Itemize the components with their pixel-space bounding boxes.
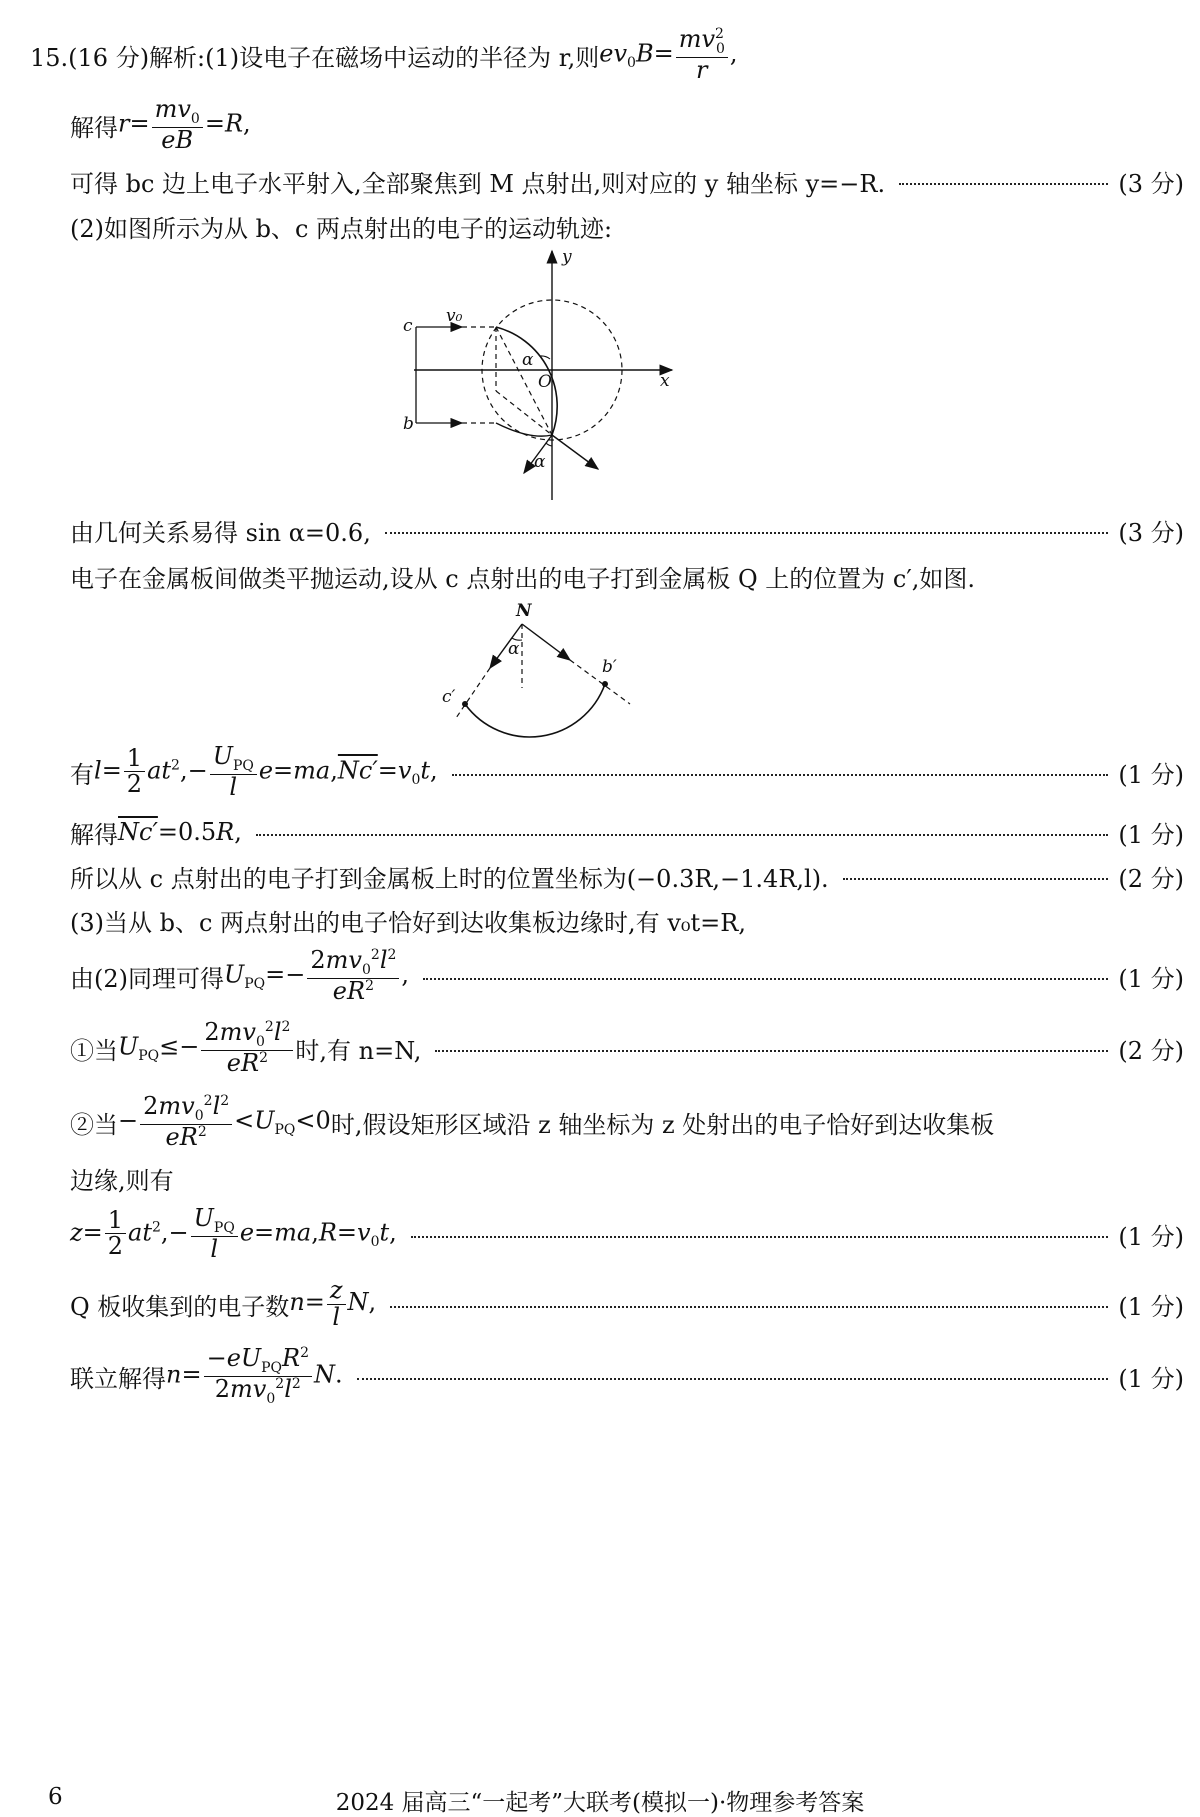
case1-suffix: 时,有 n=N, [295, 1036, 422, 1065]
dot-leader [452, 774, 1109, 776]
header-text: 15.(16 分)解析:(1)设电子在磁场中运动的半径为 r,则 [30, 43, 600, 72]
plate-motion-text: 电子在金属板间做类平抛运动,设从 c 点射出的电子打到金属板 Q 上的位置为 c′,如图. [70, 564, 976, 593]
eq-count: n= $\frac{z}{l}$ N, [289, 1276, 377, 1331]
eq-case1: $U_{PQ}\le-$ $\frac{2mv_0^2l^2}{eR^2}$ [118, 1020, 295, 1076]
plate-diagram [440, 598, 640, 738]
b-trajectory [496, 423, 552, 436]
alpha-arc-bottom [546, 443, 552, 446]
b-label: b [403, 414, 414, 434]
alpha-label-bottom: α [534, 452, 546, 472]
n-to-b-arrow [522, 624, 570, 660]
sin-alpha-line [70, 512, 1184, 548]
final-line [70, 1344, 1184, 1408]
score: (1 分) [1118, 1222, 1184, 1251]
score: (1 分) [1118, 1364, 1184, 1393]
n-to-b-dashed [570, 660, 630, 704]
count-line [70, 1274, 1184, 1334]
solve-prefix: 解得 [70, 113, 118, 142]
sin-alpha-text: 由几何关系易得 sin α=0.6, [70, 518, 371, 547]
eq-lorentz: $ev_0B=$ $\frac{mv^2_0}{r}$ , [599, 25, 738, 84]
count-prefix: Q 板收集到的电子数 [70, 1292, 290, 1321]
c-label: c [403, 316, 413, 336]
score: (1 分) [1118, 760, 1184, 789]
b-prime-point [602, 681, 608, 687]
eq-radius: r= $\frac{mv_0}{eB}$ =R, [118, 95, 251, 154]
trajectory-diagram [400, 245, 690, 505]
c-prime-label: c′ [442, 687, 456, 707]
dot-leader [357, 1378, 1109, 1380]
footer-title: 2024 届高三“一起考”大联考(模拟一)·物理参考答案 [335, 1790, 865, 1816]
score: (1 分) [1118, 964, 1184, 993]
x-label: x [660, 371, 670, 391]
solve-radius [70, 95, 1184, 154]
motion-prefix: 有 [70, 760, 94, 789]
score: (1 分) [1118, 1292, 1184, 1321]
b-prime-label: b′ [602, 657, 617, 677]
eq-upq: $U_{PQ}=-$ $\frac{2mv_0^2l^2}{eR^2}$ , [224, 946, 410, 1005]
part2-text: (2)如图所示为从 b、c 两点射出的电子的运动轨迹: [70, 214, 613, 243]
dot-leader [435, 1050, 1108, 1052]
v0-label: v₀ [446, 306, 463, 326]
origin-label: O [538, 372, 552, 392]
n-label: N [516, 601, 532, 621]
edge-text: 边缘,则有 [70, 1166, 174, 1195]
arc-cb [465, 684, 605, 737]
score: (1 分) [1118, 820, 1184, 849]
upq-line [70, 946, 1184, 1006]
eq-z: z= $\frac{1}{2}$ $at^2,-$ $\frac{U_{PQ}}{l}$ $e=ma,R=v_0t$, [70, 1204, 397, 1263]
eq-case2: − $\frac{2mv_0^2l^2}{eR^2}$ $<U_{PQ}<0$ [118, 1092, 331, 1151]
position-text: 所以从 c 点射出的电子打到金属板上时的位置坐标为(−0.3R,−1.4R,l). [70, 864, 829, 893]
score: (2 分) [1118, 1036, 1184, 1065]
solve-nc [70, 814, 1184, 850]
dot-leader [423, 978, 1108, 980]
position-line [70, 858, 1184, 894]
case1-prefix: ①当 [70, 1036, 118, 1065]
solve-nc-prefix: 解得 [70, 820, 118, 849]
focus-line [70, 163, 1184, 199]
motion-equations [70, 742, 1184, 802]
problem-header [30, 25, 1184, 84]
score: (2 分) [1118, 864, 1184, 893]
focus-text: 可得 bc 边上电子水平射入,全部聚焦到 M 点射出,则对应的 y 轴坐标 y=−R. [70, 169, 886, 198]
z-equations [70, 1204, 1184, 1264]
score: (3 分) [1118, 169, 1184, 198]
dot-leader [899, 183, 1108, 185]
c-prime-point [462, 701, 468, 707]
case2-suffix: 时,假设矩形区域沿 z 轴坐标为 z 处射出的电子恰好到达收集板 [330, 1110, 995, 1139]
part3-text: (3)当从 b、c 两点射出的电子恰好到达收集板边缘时,有 v₀t=R, [70, 908, 746, 937]
dot-leader [843, 878, 1109, 880]
dot-leader [256, 834, 1108, 836]
page-number: 6 [48, 1784, 63, 1810]
y-label: y [562, 247, 572, 267]
alpha-label: α [508, 639, 520, 659]
dot-leader [390, 1306, 1108, 1308]
plate-motion-line [70, 558, 1184, 594]
dot-leader [385, 532, 1109, 534]
radius-dashed-3 [496, 391, 552, 435]
edge-line [70, 1160, 1184, 1196]
case2-prefix: ②当 [70, 1110, 118, 1139]
eq-nc: Nc′=0.5R, [118, 818, 242, 846]
score: (3 分) [1118, 518, 1184, 547]
case2-line [70, 1092, 1184, 1152]
exit-arrow-right [552, 435, 598, 469]
dot-leader [411, 1236, 1109, 1238]
eq-final: n= $\frac{-eU_{PQ}R^2}{2mv_0^2l^2}$ N. [166, 1344, 343, 1407]
alpha-label-top: α [522, 350, 534, 370]
n-to-c-dashed [456, 668, 490, 718]
final-prefix: 联立解得 [70, 1364, 166, 1393]
case1-line [70, 1018, 1184, 1078]
part2-intro [70, 208, 1184, 244]
part3-intro [70, 902, 1184, 938]
upq-prefix: 由(2)同理可得 [70, 964, 224, 993]
eq-motion: l= $\frac{1}{2}$ $at^2,-$ $\frac{U_{PQ}}{l}$ $e=ma,Nc'=v_0t$, [94, 742, 438, 801]
